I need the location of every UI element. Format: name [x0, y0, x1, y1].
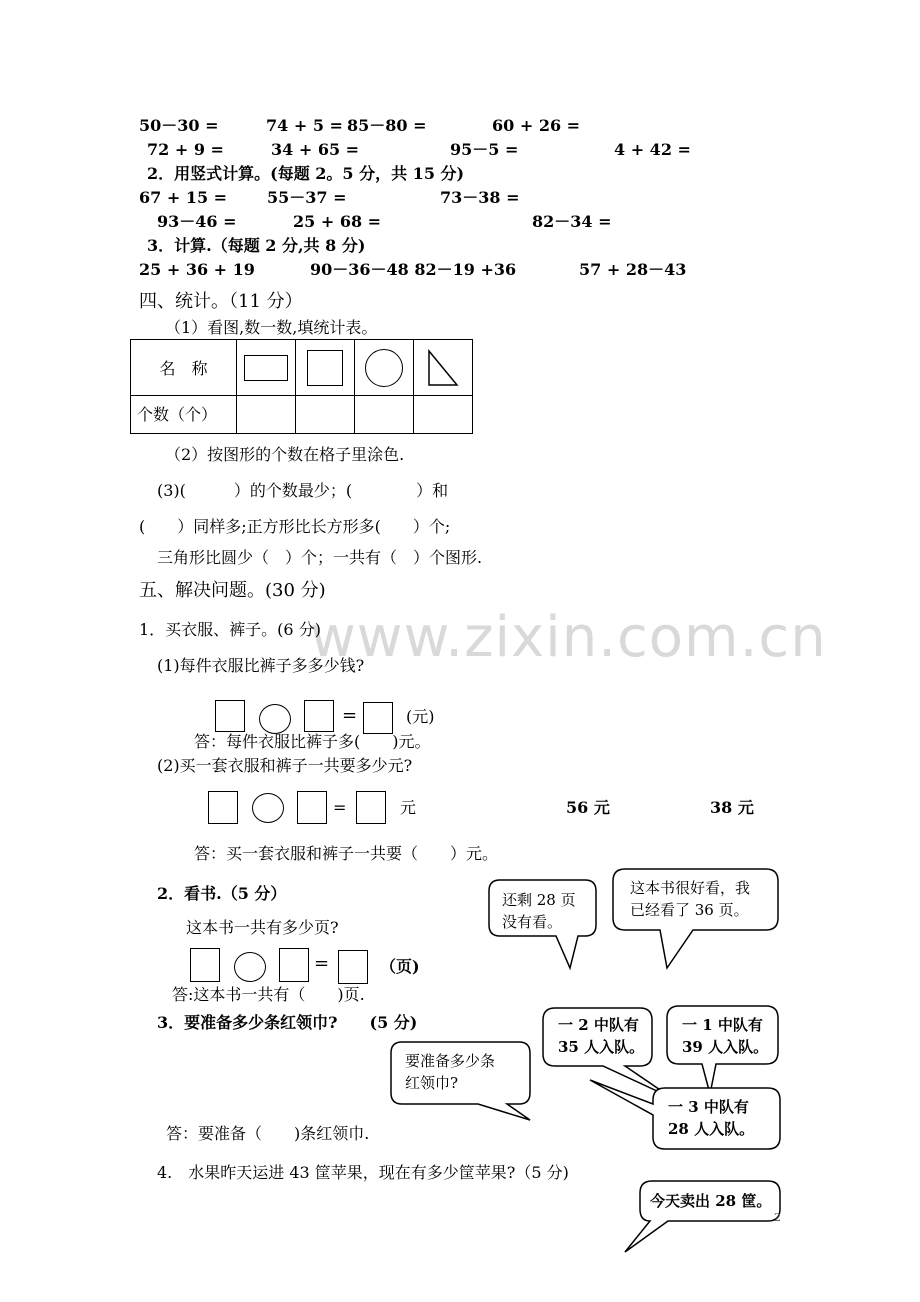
question-text: (1)每件衣服比裤子多多少钱? — [157, 656, 365, 675]
expr: 55－37 = — [267, 188, 347, 207]
section-heading: 四、统计。（11 分） — [139, 291, 303, 312]
unit-label: 元 — [400, 798, 417, 817]
question-heading: 2．用竖式计算。(每题 2。5 分，共 15 分) — [147, 164, 465, 183]
answer-text: 答：要准备（ )条红领巾. — [166, 1124, 370, 1143]
expr: 90－36－48 82－19 +36 — [310, 260, 517, 279]
equals-sign: = — [342, 705, 358, 726]
bubble-text: 今天卖出 28 筐。 — [650, 1192, 772, 1210]
answer-text: 答：每件衣服比裤子多( )元。 — [194, 732, 431, 751]
bubble-text: 39 人入队。 — [682, 1038, 769, 1056]
watermark: www.zixin.com.cn — [310, 605, 827, 670]
table-header-name: 名 称 — [131, 340, 237, 396]
expr: 73－38 = — [440, 188, 520, 207]
expr: 82－34 = — [532, 212, 612, 231]
page-number: 2 — [774, 1211, 781, 1224]
bubble-text: 28 人入队。 — [668, 1120, 755, 1138]
bubble-text: 一 3 中队有 — [668, 1098, 749, 1116]
expr: 67 + 15 = — [139, 188, 228, 207]
question-heading: 3．计算.（每题 2 分,共 8 分) — [147, 236, 366, 255]
table-header-count: 个数（个） — [131, 396, 237, 434]
price-shirt: 56 元 — [566, 798, 610, 817]
bubble-text: 一 2 中队有 — [558, 1016, 639, 1034]
unit-label: （页) — [380, 957, 420, 976]
expr: 72 + 9 = — [147, 140, 224, 159]
problem-title: 2．看书.（5 分） — [157, 884, 287, 903]
price-pants: 38 元 — [710, 798, 754, 817]
bubble-text: 还剩 28 页 — [502, 891, 576, 909]
expr: 4 + 42 = — [614, 140, 691, 159]
answer-text: 答:这本书一共有（ )页. — [172, 985, 365, 1004]
question-text: ( ）同样多;正方形比长方形多( ）个; — [139, 517, 451, 536]
bubble-text: 这本书很好看，我 — [630, 879, 751, 897]
question-text: 这本书一共有多少页? — [186, 918, 339, 937]
expr: 25 + 68 = — [293, 212, 382, 231]
expr: 60 + 26 = — [492, 116, 581, 135]
question-text: 三角形比圆少（ ）个；一共有（ ）个图形. — [157, 548, 483, 567]
unit-label: (元) — [406, 707, 435, 726]
bubble-text: 红领巾? — [405, 1074, 459, 1092]
bubble-text: 一 1 中队有 — [682, 1016, 763, 1034]
expr: 85－80 = — [347, 116, 427, 135]
equals-sign: = — [333, 798, 347, 817]
answer-text: 答：买一套衣服和裤子一共要（ ）元。 — [194, 844, 499, 863]
expr: 57 + 28－43 — [579, 260, 687, 279]
problem-title: 1．买衣服、裤子。(6 分) — [139, 620, 321, 639]
expr: 93－46 = — [157, 212, 237, 231]
expr: 95－5 = — [450, 140, 519, 159]
expr: 74 + 5 = — [266, 116, 343, 135]
question-text: (2)买一套衣服和裤子一共要多少元? — [157, 756, 413, 775]
bubble-text: 已经看了 36 页。 — [630, 901, 749, 919]
question-text: （1）看图,数一数,填统计表。 — [165, 318, 378, 337]
question-text: (3)( ）的个数最少；( ）和 — [157, 481, 449, 500]
bubble-text: 没有看。 — [502, 913, 563, 931]
expr: 34 + 65 = — [271, 140, 360, 159]
equals-sign: = — [314, 953, 330, 974]
expr: 50－30 = — [139, 116, 219, 135]
bubble-text: 35 人入队。 — [558, 1038, 645, 1056]
question-text: （2）按图形的个数在格子里涂色. — [165, 445, 405, 464]
expr: 25 + 36 + 19 — [139, 260, 255, 279]
section-heading: 五、解决问题。(30 分) — [139, 580, 326, 601]
problem-title: 4. 水果昨天运进 43 筐苹果，现在有多少筐苹果?（5 分) — [157, 1163, 569, 1182]
problem-title: 3．要准备多少条红领巾? (5 分) — [157, 1013, 418, 1032]
bubble-text: 要准备多少条 — [405, 1052, 496, 1070]
